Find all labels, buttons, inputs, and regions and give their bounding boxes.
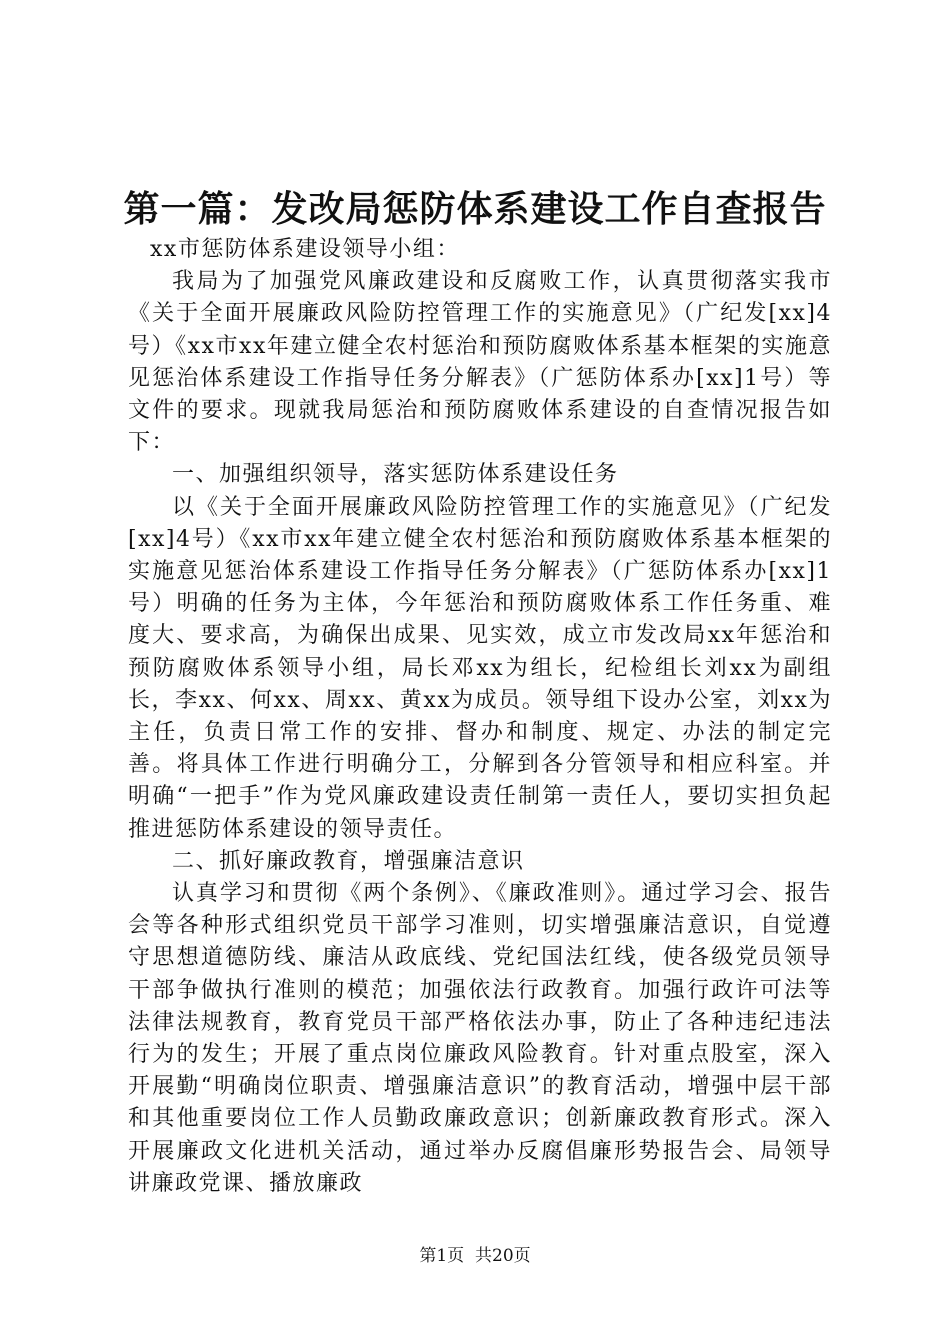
page-number: 第1页 [419, 1246, 465, 1266]
document-title: 第一篇：发改局惩防体系建设工作自查报告 [123, 188, 827, 230]
intro-paragraph: 我局为了加强党风廉政建设和反腐败工作，认真贯彻落实我市《关于全面开展廉政风险防控管理工作的实施意见》（广纪发[xx]4号）《xx市xx年建立健全农村惩治和预防腐败体系基本框架的实施意见惩治体系建设工作指导任务分解表》（广惩防体系办[xx]1号）等文件的要求。现就我局惩治和预防腐败体系建设的自查情况报告如下： [128, 269, 832, 456]
document-body [128, 234, 832, 1200]
salutation: xx市惩防体系建设领导小组： [150, 237, 460, 262]
section-2-paragraph: 认真学习和贯彻《两个条例》、《廉政准则》。通过学习会、报告会等各种形式组织党员干部学习准则，切实增强廉洁意识，自觉遵守思想道德防线、廉洁从政底线、党纪国法红线，使各级党员领导干部争做执行准则的模范；加强依法行政教育。加强行政许可法等法律法规教育，教育党员干部严格依法办事，防止了各种违纪违法行为的发生；开展了重点岗位廉政风险教育。针对重点股室，深入开展勤“明确岗位职责、增强廉洁意识”的教育活动，增强中层干部和其他重要岗位工作人员勤政廉政意识；创新廉政教育形式。深入开展廉政文化进机关活动，通过举办反腐倡廉形势报告会、局领导讲廉政党课、播放廉政 [128, 881, 832, 1196]
section-1-paragraph: 以《关于全面开展廉政风险防控管理工作的实施意见》（广纪发[xx]4号）《xx市xx年建立健全农村惩治和预防腐败体系基本框架的实施意见惩治体系建设工作指导任务分解表》（广惩防体系办[xx]1号）明确的任务为主体，今年惩治和预防腐败体系工作任务重、难度大、要求高，为确保出成果、见实效，成立市发改局xx年惩治和预防腐败体系领导小组，局长邓xx为组长，纪检组长刘xx为副组长，李xx、何xx、周xx、黄xx为成员。领导组下设办公室，刘xx为主任，负责日常工作的安排、督办和制度、规定、办法的制定完善。将具体工作进行明确分工，分解到各分管领导和相应科室。并明确“一把手”作为党风廉政建设责任制第一责任人，要切实担负起推进惩防体系建设的领导责任。 [128, 494, 832, 842]
section-heading-1: 一、加强组织领导，落实惩防体系建设任务 [172, 462, 619, 488]
section-heading-2: 二、抓好廉政教育，增强廉洁意识 [172, 848, 525, 874]
page-footer [0, 1244, 950, 1268]
page-total: 共20页 [475, 1246, 531, 1266]
